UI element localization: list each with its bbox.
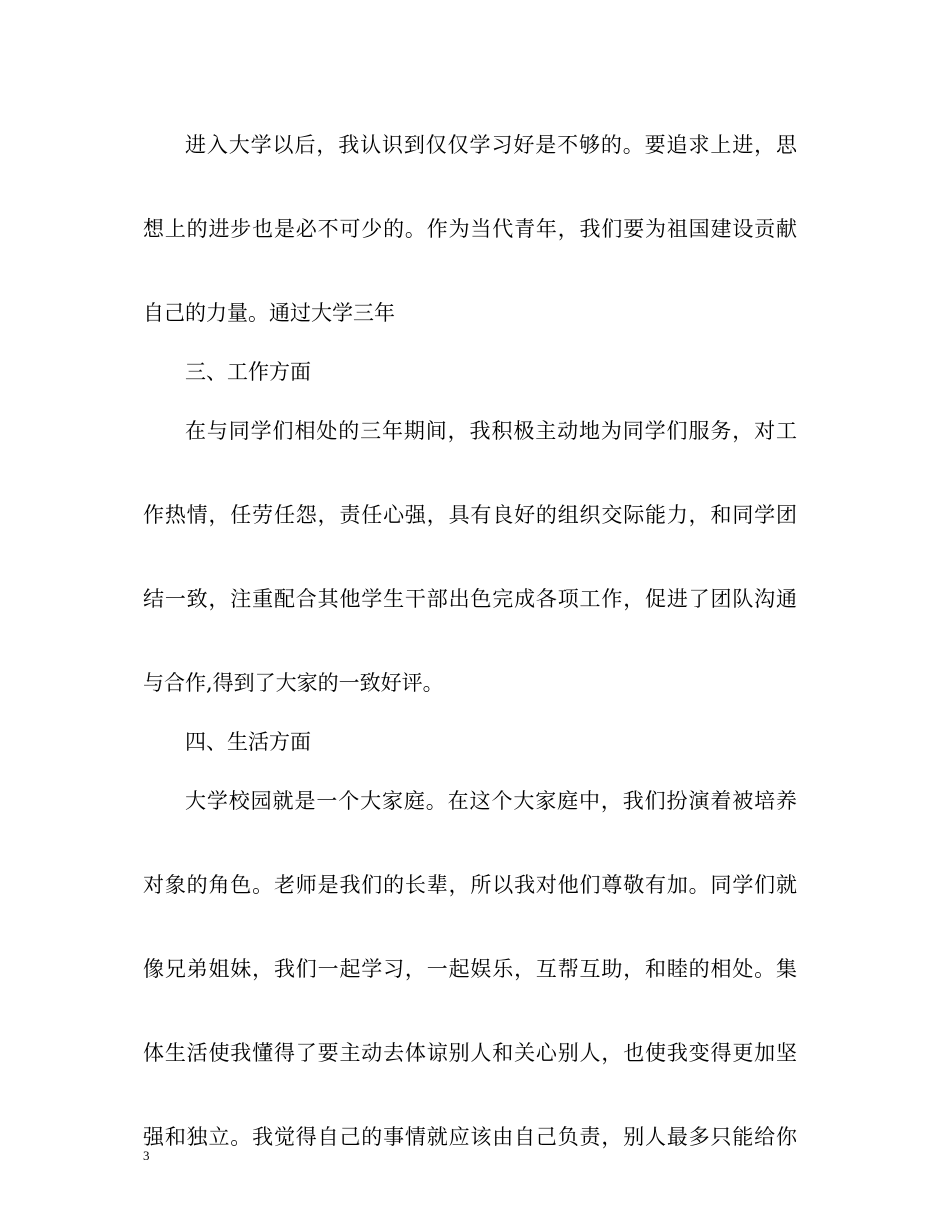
text-line: 在与同学们相处的三年期间，我积极主动地为同学们服务，对工 xyxy=(185,419,797,443)
text-line: 强和独立。我觉得自己的事情就应该由自己负责，别人最多只能给你 xyxy=(143,1125,797,1149)
text-line: 自己的力量。通过大学三年 xyxy=(143,301,395,325)
document-body xyxy=(143,124,797,1158)
section-heading-life: 四、生活方面 xyxy=(185,730,311,754)
text-line: 对象的角色。老师是我们的长辈，所以我对他们尊敬有加。同学们就 xyxy=(143,873,797,897)
page-number: 3 xyxy=(143,1148,150,1163)
text-line: 作热情，任劳任怨，责任心强，具有良好的组织交际能力，和同学团 xyxy=(143,503,797,527)
text-line: 进入大学以后，我认识到仅仅学习好是不够的。要追求上进，思 xyxy=(185,133,797,157)
section-heading-work: 三、工作方面 xyxy=(185,360,311,384)
text-line: 体生活使我懂得了要主动去体谅别人和关心别人，也使我变得更加坚 xyxy=(143,1041,797,1065)
paragraph-life xyxy=(143,780,797,1158)
paragraph-work xyxy=(143,410,797,704)
text-line: 像兄弟姐妹，我们一起学习，一起娱乐，互帮互助，和睦的相处。集 xyxy=(143,957,797,981)
text-line: 想上的进步也是必不可少的。作为当代青年，我们要为祖国建设贡献 xyxy=(143,217,797,241)
paragraph-intro xyxy=(143,124,797,334)
text-line: 结一致，注重配合其他学生干部出色完成各项工作，促进了团队沟通 xyxy=(143,587,797,611)
text-line: 与合作,得到了大家的一致好评。 xyxy=(143,671,444,695)
text-line: 大学校园就是一个大家庭。在这个大家庭中，我们扮演着被培养 xyxy=(185,789,797,813)
